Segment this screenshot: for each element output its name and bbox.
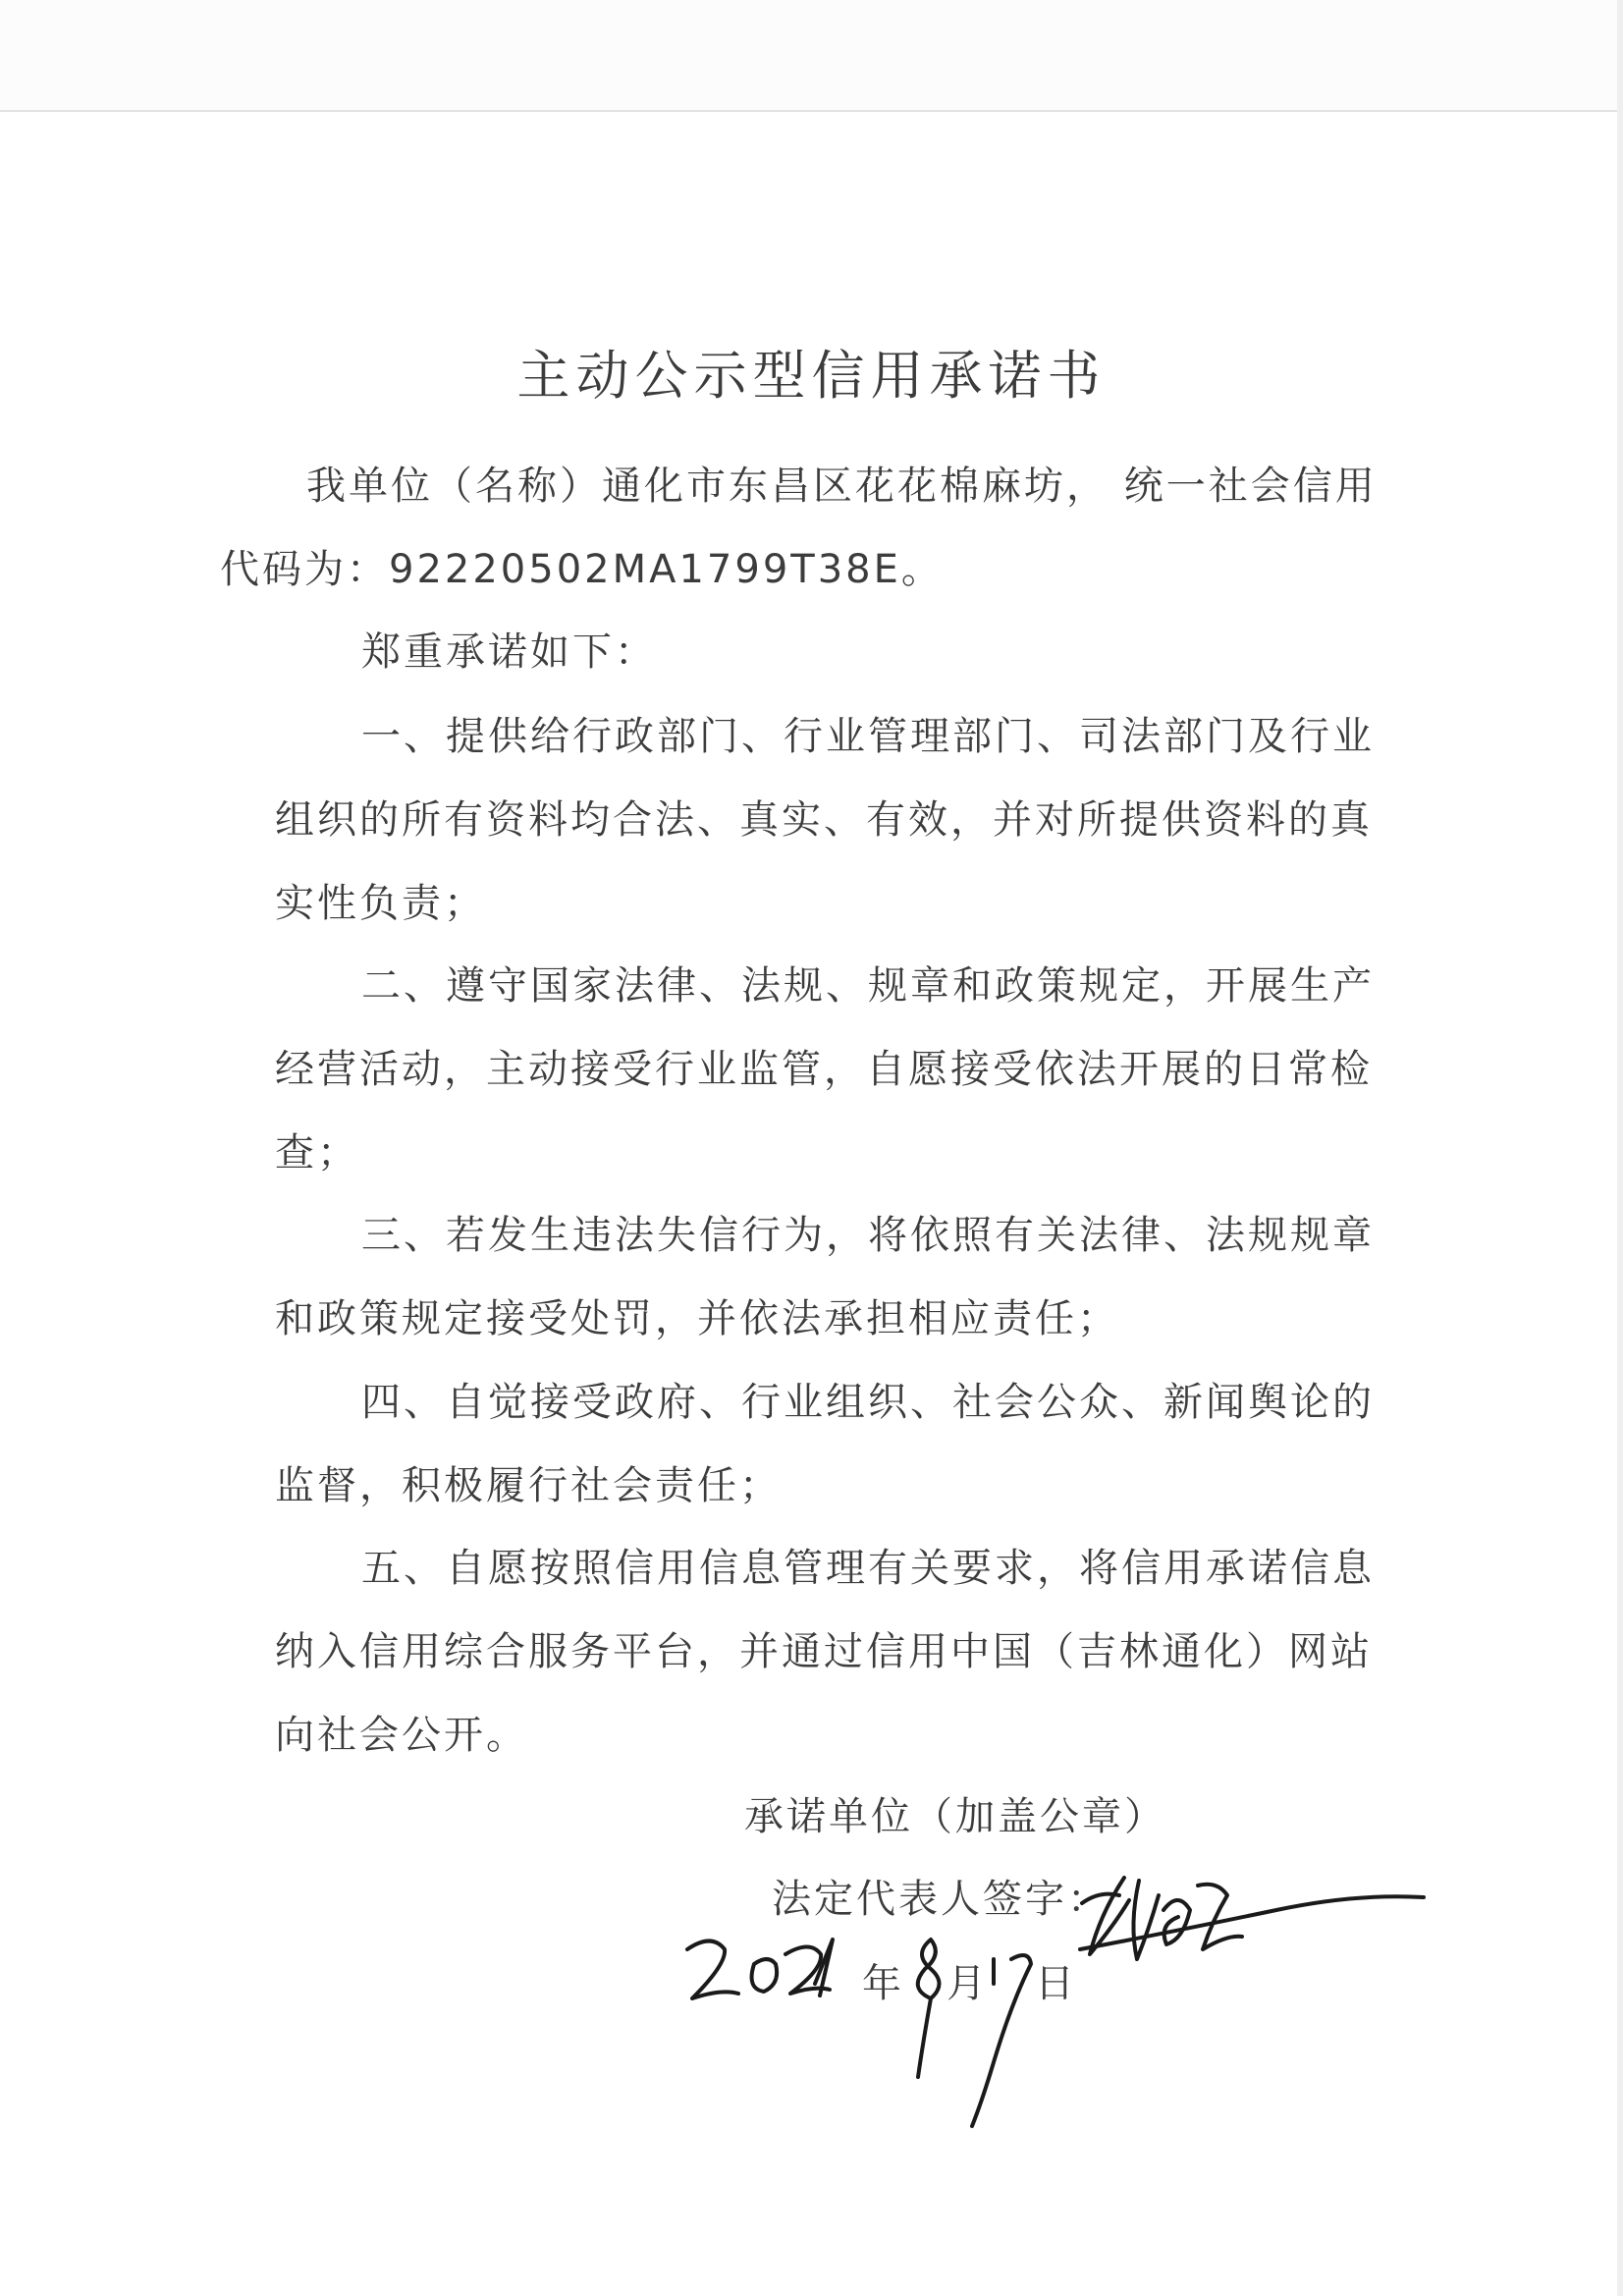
- handwritten-year: [687, 1940, 833, 1998]
- pledge-heading: 郑重承诺如下：: [361, 629, 657, 675]
- signature-unit-label: 承诺单位（加盖公章）: [744, 1794, 1166, 1839]
- intro-line-2: 代码为：92220502MA1799T38E。: [220, 547, 944, 592]
- item-1-line-3: 实性负责；: [275, 881, 486, 926]
- item-3-line-1: 三、若发生违法失信行为，将依照有关法律、法规规章: [361, 1213, 1375, 1258]
- handwritten-day: [972, 1955, 1031, 2126]
- item-5-line-3: 向社会公开。: [275, 1713, 528, 1758]
- item-5-line-2: 纳入信用综合服务平台，并通过信用中国（吉林通化）网站: [275, 1629, 1373, 1674]
- item-2-line-3: 查；: [275, 1130, 359, 1175]
- item-2-line-1: 二、遵守国家法律、法规、规章和政策规定，开展生产: [361, 963, 1375, 1009]
- signature-rep-label: 法定代表人签字：: [772, 1877, 1109, 1922]
- item-4-line-1: 四、自觉接受政府、行业组织、社会公众、新闻舆论的: [361, 1380, 1375, 1425]
- date-month-label: 月: [947, 1961, 989, 2006]
- item-4-line-2: 监督，积极履行社会责任；: [275, 1463, 782, 1508]
- item-5-line-1: 五、自愿按照信用信息管理有关要求，将信用承诺信息: [361, 1546, 1375, 1591]
- intro-line-1: 我单位（名称）通化市东昌区花花棉麻坊， 统一社会信用: [306, 464, 1378, 509]
- date-day-label: 日: [1035, 1961, 1077, 2006]
- representative-signature: [1080, 1878, 1424, 1959]
- item-1-line-2: 组织的所有资料均合法、真实、有效，并对所提供资料的真: [275, 797, 1373, 843]
- date-year-label: 年: [862, 1961, 904, 2006]
- document-title: 主动公示型信用承诺书: [516, 345, 1107, 407]
- item-2-line-2: 经营活动，主动接受行业监管，自愿接受依法开展的日常检: [275, 1047, 1373, 1092]
- item-1-line-1: 一、提供给行政部门、行业管理部门、司法部门及行业: [361, 714, 1375, 759]
- handwritten-month: [918, 1940, 940, 2077]
- item-3-line-2: 和政策规定接受处罚，并依法承担相应责任；: [275, 1296, 1119, 1341]
